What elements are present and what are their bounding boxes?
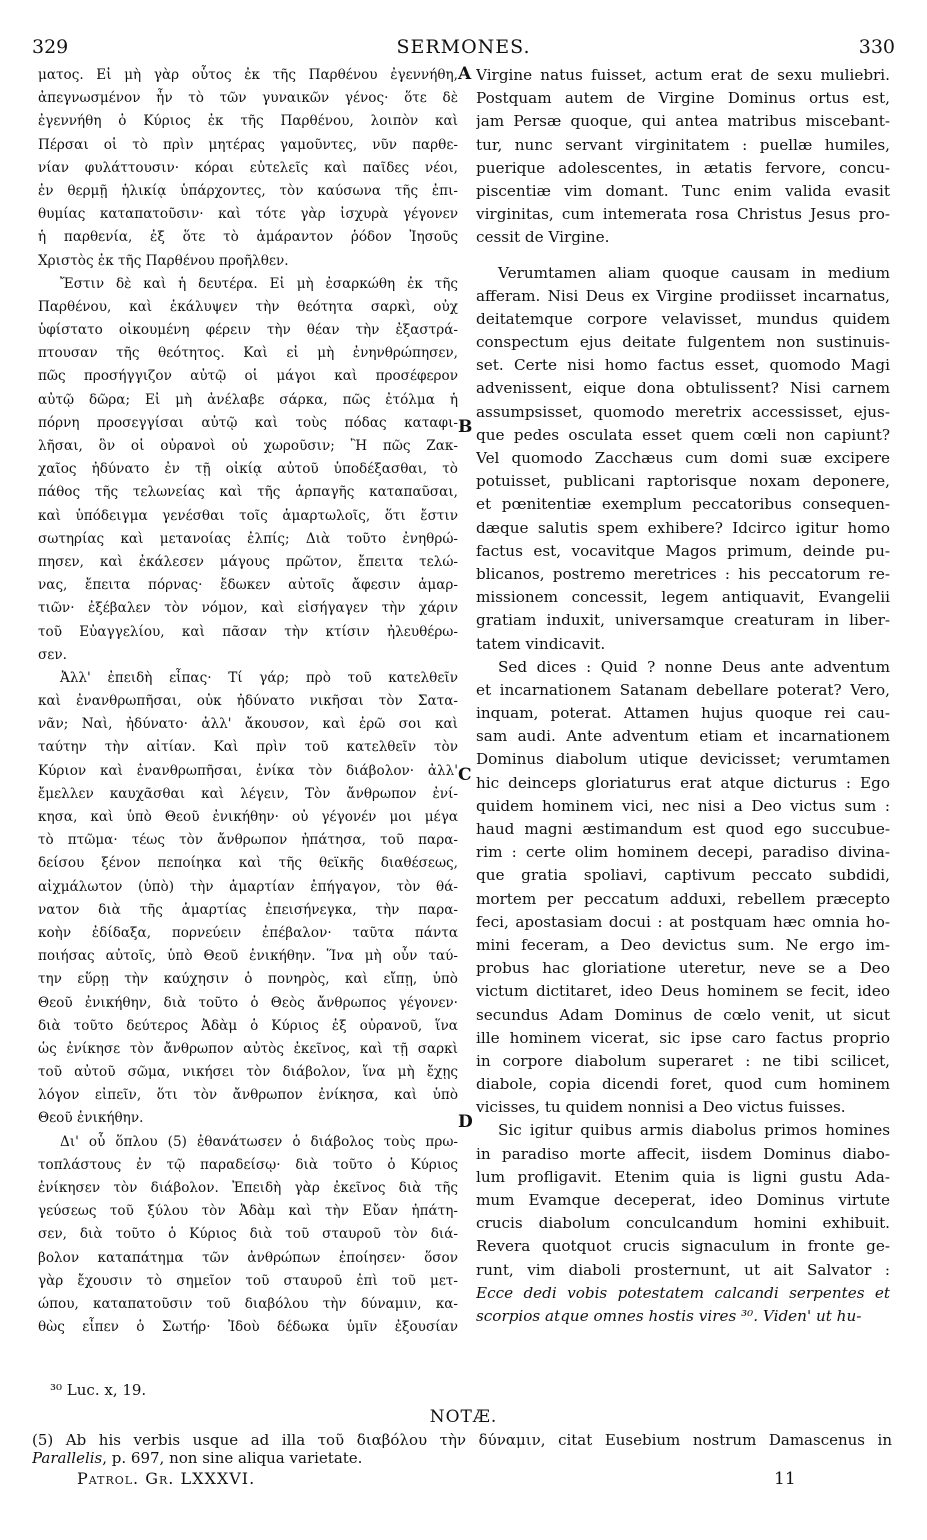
greek-text-line: ἐν θερμῇ ἡλικίᾳ ὑπάρχοντες, τὸν καύσωνα τῆς ἐπι-	[38, 182, 458, 199]
greek-text-line: τοπλάστους ἐν τῷ παραδείσῳ· διὰ τοῦτο ὁ Κύριος	[38, 1156, 458, 1173]
latin-text-line: in corpore diabolum superaret : ne tibi scilicet,	[476, 1051, 890, 1070]
greek-text-line: τὸ πτῶμα· τέως τὸν ἄνθρωπον ἠπάτησα, τοῦ παρα-	[38, 832, 458, 849]
page-header	[32, 36, 895, 62]
greek-text-line: Κύριον καὶ ἐνανθρωπῆσαι, ἐνίκα τὸν διάβολον· ἀλλ'	[38, 762, 458, 779]
margin-marker-d: D	[458, 1112, 473, 1132]
greek-text-line: ποιήσας αὐτοῖς, ὑπὸ Θεοῦ ἐνικήθην. Ἵνα μὴ οὖν ταύ-	[38, 948, 458, 965]
greek-text-line: δείσου ξένον πεποίηκα καὶ τῆς θεϊκῆς διαθέσεως,	[38, 855, 458, 872]
latin-text-line: set. Certe nisi homo factus esset, quomodo Magi	[476, 356, 890, 375]
latin-text-line: assumpsisset, quomodo meretrix accessisset, ejus-	[476, 402, 890, 421]
greek-text-line: τοῦ Εὐαγγελίου, καὶ πᾶσαν τὴν κτίσιν ἠλευθέρω-	[38, 623, 458, 640]
greek-text-line: σεν.	[38, 646, 67, 663]
latin-text-line: scorpios atque omnes hostis vires ³⁰. Viden' ut hu-	[476, 1306, 862, 1325]
latin-text-line: diabole, copia dicendi foret, quod cum hominem	[476, 1075, 890, 1094]
greek-text-line: ταύτην τὴν αἰτίαν. Καὶ πρὶν τοῦ κατελθεῖν τὸν	[38, 739, 458, 756]
latin-text-line: deitatemque corpore velavisset, mundus quidem	[476, 309, 890, 328]
latin-text-line: inquam, poterat. Attamen hujus quoque rei cau-	[476, 704, 890, 723]
greek-text-line: σωτηρίας καὶ μετανοίας ἐλπίς; Διὰ τοῦτο ἐνηθρώ-	[38, 530, 458, 547]
latin-text-line: rim : certe olim hominem decepi, paradiso divina-	[476, 843, 890, 862]
latin-text-line: quidem hominem vici, nec nisi a Deo victus sum :	[476, 796, 890, 815]
greek-text-line: χαῖος ἠδύνατο ἐν τῇ οἰκίᾳ αὐτοῦ ὑποδέξασθαι, τὸ	[38, 461, 458, 478]
latin-text-line: crucis diabolum conculcandum homini exhibuit.	[476, 1214, 890, 1233]
latin-text-line: tatem vindicavit.	[476, 634, 606, 653]
running-title: SERMONES.	[396, 36, 531, 58]
latin-text-line: advenissent, eique dona obtulissent? Nisi carnem	[476, 379, 890, 398]
greek-text-line: Θεοῦ ἐνικήθην.	[38, 1110, 144, 1127]
latin-text-line: tur, nunc servant virginitatem : puellæ humiles,	[476, 135, 890, 154]
greek-text-line: Πέρσαι οἱ τὸ πρὶν μητέρας γαμοῦντες, νῦν παρθε-	[38, 136, 458, 153]
latin-text-line: secundus Adam Dominus de cœlo venit, ut sicut	[476, 1005, 890, 1024]
greek-text-line: τοῦ αὐτοῦ σῶμα, νικήσει τὸν διάβολον, ἵνα μὴ ἔχῃς	[38, 1064, 458, 1081]
greek-text-line: ἡ παρθενία, ἐξ ὅτε τὸ ἀμάραντον ῥόδον Ἰησοῦς	[38, 229, 458, 246]
greek-text-line: ὡς ἐνίκησε τὸν ἄνθρωπον αὐτὸς ἐκεῖνος, καὶ τῇ σαρκὶ	[38, 1040, 458, 1057]
greek-text-line: ματος. Εἰ μὴ γὰρ οὗτος ἐκ τῆς Παρθένου ἐγεννήθη,	[38, 67, 458, 83]
latin-text-line: dæque salutis spem exhibere? Idcirco igitur homo	[476, 518, 890, 537]
greek-text-line: την εὕρῃ τὴν καύχησιν ὁ πονηρὸς, καὶ εἴπῃ, ὑπὸ	[38, 971, 458, 988]
greek-text-line: πάθος τῆς τελωνείας καὶ τῆς ἁρπαγῆς καταπαῦσαι,	[38, 484, 458, 501]
latin-text-line: puerique adolescentes, in ætatis fervore, concu-	[476, 158, 890, 177]
notes-body	[32, 1431, 892, 1467]
greek-text-line: καὶ ἐνανθρωπῆσαι, οὐκ ἠδύνατο νικῆσαι τὸν Σατα-	[38, 693, 458, 710]
note-line-1: (5) Ab his verbis usque ad illa τοῦ διαβόλου τὴν δύναμιν, citat Eusebium nostrum Damascenus in	[32, 1431, 892, 1449]
greek-text-line: πτουσαν τῆς θεότητος. Καὶ εἰ μὴ ἐνηνθρώπησεν,	[38, 345, 458, 362]
note-source-title: Parallelis	[32, 1449, 103, 1467]
latin-text-line: virginitas, cum intemerata rosa Christus Jesus pro-	[476, 205, 890, 224]
greek-text-line: πόρνη προσεγγίσαι αὐτῷ καὶ τοὺς πόδας καταφι-	[38, 414, 458, 431]
greek-text-line: τιῶν· ἐξέβαλεν τὸν νόμον, καὶ εἰσήγαγεν τὴν χάριν	[38, 600, 458, 617]
latin-text-line: ille hominem vicerat, sic ipse caro factus proprio	[476, 1028, 890, 1047]
greek-text-line: διὰ τοῦτο δεύτερος Ἀδὰμ ὁ Κύριος ἐξ οὐρανοῦ, ἵνα	[38, 1017, 458, 1034]
latin-text-line: in paradiso morte affecit, iisdem Dominus diabo-	[476, 1144, 890, 1163]
latin-text-line: missionem concessit, legem antiquavit, Evangelii	[476, 588, 890, 607]
greek-text-line: πῶς προσήγγιζον αὐτῷ οἱ μάγοι καὶ προσέφερον	[38, 368, 458, 385]
greek-text-line: γὰρ ἔχουσιν τὸ σημεῖον τοῦ σταυροῦ ἐπὶ τοῦ μετ-	[38, 1272, 458, 1289]
greek-text-line: νᾶν; Ναὶ, ἠδύνατο· ἀλλ' ἄκουσον, καὶ ἐρῶ σοι καὶ	[38, 716, 458, 733]
notes-heading: NOTÆ.	[429, 1407, 498, 1427]
greek-text-line: νας, ἔπειτα πόρνας· ἔδωκεν αὐτοῖς ἄφεσιν ἁμαρ-	[38, 577, 458, 594]
latin-text-line: blicanos, postremo meretrices : his peccatorum re-	[476, 564, 890, 583]
greek-text-line: θὼς εἶπεν ὁ Σωτήρ· Ἰδοὺ δέδωκα ὑμῖν ἐξουσίαν	[38, 1319, 458, 1336]
margin-marker-b: B	[458, 417, 473, 437]
greek-text-line: ώπου, καταπατοῦσιν τοῦ διαβόλου τὴν δύναμιν, κα-	[38, 1295, 458, 1312]
note-line-2	[32, 1449, 892, 1467]
latin-text-line: runt, vim diaboli prosternunt, ut ait Salvator :	[476, 1260, 890, 1279]
greek-text-line: ἐνίκησεν τὸν διάβολον. Ἐπειδὴ γὰρ ἐκεῖνος διὰ τῆς	[38, 1180, 458, 1196]
latin-text-line: hic deinceps gloriaturus erat atque dicturus : Ego	[476, 773, 890, 792]
latin-text-line: Sed dices : Quid ? nonne Deus ante adventum	[498, 657, 890, 676]
latin-text-line: sam audi. Ante adventum etiam et incarnationem	[476, 727, 890, 746]
latin-text-line: que pedes osculata esset quem cœli non capiunt?	[476, 425, 890, 444]
latin-text-line: mum Evamque deceperat, ideo Dominus virtute	[476, 1191, 890, 1209]
latin-text-line: Revera quotquot crucis signaculum in fronte ge-	[476, 1237, 890, 1256]
latin-text-line: Ecce dedi vobis potestatem calcandi serpentes et	[476, 1283, 890, 1302]
greek-text-line: καὶ ὑπόδειγμα γενέσθαι τοῖς ἁμαρτωλοῖς, ὅτι ἔστιν	[38, 507, 458, 524]
greek-text-line: αὐτῷ δῶρα; Εἰ μὴ ἀνέλαβε σάρκα, πῶς ἐτόλμα ἡ	[38, 391, 458, 408]
latin-text-line: Verumtamen aliam quoque causam in medium	[498, 263, 890, 282]
footnote: ³⁰ Luc. x, 19.	[50, 1381, 147, 1399]
greek-text-line: λῆσαι, ὃν οἱ οὐρανοὶ οὐ χωροῦσιν; Ἢ πῶς Ζακ-	[38, 438, 458, 454]
latin-text-line: et pœnitentiæ exemplum peccatoribus consequen-	[476, 495, 890, 514]
greek-text-line: κοὴν ἐδίδαξα, πορνεύειν ἐπέβαλον· ταῦτα πάντα	[38, 924, 458, 941]
latin-text-line: Sic igitur quibus armis diabolus primos homines	[498, 1121, 890, 1140]
paragraph-gap	[476, 250, 890, 262]
greek-text-line: νατον διὰ τῆς ἁμαρτίας ἐπεισήνεγκα, τὴν παρα-	[38, 901, 458, 918]
latin-text-line: Virgine natus fuisset, actum erat de sexu muliebri.	[476, 66, 890, 84]
latin-text-line: conspectum ejus deitate fulgentem non sustinuis-	[476, 333, 890, 352]
latin-text-line: cessit de Virgine.	[476, 228, 610, 247]
greek-column	[38, 64, 458, 1339]
latin-column	[476, 64, 890, 1328]
greek-text-line: Ἔστιν δὲ καὶ ἡ δευτέρα. Εἰ μὴ ἐσαρκώθη ἐκ τῆς	[60, 275, 458, 292]
right-page-number: 330	[858, 36, 895, 58]
greek-text-line: ἔμελλεν καυχᾶσθαι καὶ λέγειν, Τὸν ἄνθρωπον ἐνί-	[38, 785, 458, 802]
latin-text-line: Dominus diabolum utique devicisset; verumtamen	[476, 750, 890, 769]
greek-text-line: Δι' οὗ ὅπλου (5) ἐθανάτωσεν ὁ διάβολος τοὺς πρω-	[60, 1133, 458, 1150]
greek-text-line: Θεοῦ ἐνικήθην, διὰ τοῦτο ὁ Θεὸς ἄνθρωπος γέγονεν·	[38, 994, 458, 1011]
footer-series: Patrol. Gr. LXXXVI.	[77, 1469, 256, 1488]
latin-text-line: factus est, vocavitque Magos primum, deinde pu-	[476, 541, 890, 560]
latin-text-line: haud magni æstimandum est quod ego succubue-	[476, 820, 890, 838]
latin-text-line: jam Persæ quoque, qui antea matribus miscebant-	[476, 112, 890, 131]
latin-text-line: vicisses, tu quidem nonnisi a Deo victus fuisses.	[476, 1098, 846, 1117]
latin-text-line: mini feceram, a Deo devictus sum. Ne ergo im-	[476, 935, 890, 954]
latin-text-line: que gratia spoliavi, captivum peccato subdidi,	[476, 866, 890, 885]
latin-text-line: feci, apostasiam docui : at postquam hæc omnia ho-	[476, 912, 890, 931]
greek-text-line: πησεν, καὶ ἐκάλεσεν μάγους πρῶτον, ἔπειτα τελώ-	[38, 553, 458, 570]
left-page-number: 329	[32, 36, 69, 58]
greek-text-line: σεν, διὰ τοῦτο ὁ Κύριος διὰ τοῦ σταυροῦ τὸν διά-	[38, 1226, 458, 1243]
greek-text-line: νίαν φυλάττουσιν· κόραι εὐτελεῖς καὶ παῖδες νέοι,	[38, 159, 458, 176]
latin-text-line: mortem per peccatum adduxi, rebellem præcepto	[476, 889, 890, 908]
greek-text-line: Χριστὸς ἐκ τῆς Παρθένου προῆλθεν.	[38, 252, 289, 269]
greek-text-line: αἰχμάλωτον (ὑπὸ) τὴν ἁμαρτίαν ἐπήγαγον, τὸν θά-	[38, 878, 458, 895]
greek-text-line: θυμίας καταπατοῦσιν· καὶ τότε γὰρ ἰσχυρὰ γέγονεν	[38, 206, 458, 223]
latin-text-line: lum profligavit. Etenim quia is ligni gustu Ada-	[476, 1167, 890, 1186]
latin-text-line: potuisset, publicani raptorisque noxam deponere,	[476, 472, 890, 491]
latin-text-line: Postquam autem de Virgine Dominus ortus est,	[476, 89, 890, 108]
margin-marker-c: C	[458, 765, 472, 785]
latin-text-line: piscentiæ vim domant. Tunc enim valida evasit	[476, 181, 890, 200]
greek-text-line: ἐγεννήθη ὁ Κύριος ἐκ τῆς Παρθένου, λοιπὸν καὶ	[38, 113, 458, 130]
greek-text-line: Παρθένου, καὶ ἐκάλυψεν τὴν θεότητα σαρκὶ, οὐχ	[38, 298, 458, 315]
greek-text-line: ὑφίστατο οἰκουμένη φέρειν τὴν θέαν τὴν ἐξαστρά-	[38, 322, 458, 339]
note-line-2-text: , p. 697, non sine aliqua varietate.	[102, 1449, 363, 1467]
latin-text-line: Vel quomodo Zacchæus cum domi suæ excipere	[476, 449, 890, 467]
greek-text-line: λόγον εἰπεῖν, ὅτι τὸν ἄνθρωπον ἐνίκησα, καὶ ὑπὸ	[38, 1087, 458, 1104]
footer-signature: 11	[774, 1469, 796, 1489]
greek-text-line: βολον καταπάτημα τῶν ἀνθρώπων ἐποίησεν· ὅσον	[38, 1249, 458, 1266]
latin-text-line: et incarnationem Satanam debellare poterat? Vero,	[476, 680, 890, 699]
latin-text-line: afferam. Nisi Deus ex Virgine prodiisset incarnatus,	[476, 286, 890, 305]
latin-text-line: probus hac gloriatione uteretur, neve se a Deo	[476, 959, 890, 978]
greek-text-line: γεύσεως τοῦ ξύλου τὸν Ἀδὰμ καὶ τὴν Εὔαν ἠπάτη-	[38, 1203, 458, 1220]
greek-text-line: κησα, καὶ ὑπὸ Θεοῦ ἐνικήθην· οὐ γέγονέν μοι μέγα	[38, 809, 458, 825]
greek-text-line: Ἀλλ' ἐπειδὴ εἶπας· Τί γάρ; πρὸ τοῦ κατελθεῖν	[60, 669, 458, 686]
latin-text-line: victum dictitaret, ideo Deus hominem se fecit, ideo	[476, 982, 890, 1001]
latin-text-line: gratiam induxit, universamque creaturam in liber-	[476, 611, 890, 630]
greek-text-line: ἀπεγνωσμένον ἦν τὸ τῶν γυναικῶν γένος· ὅτε δὲ	[38, 90, 458, 107]
margin-marker-a: A	[458, 64, 472, 84]
